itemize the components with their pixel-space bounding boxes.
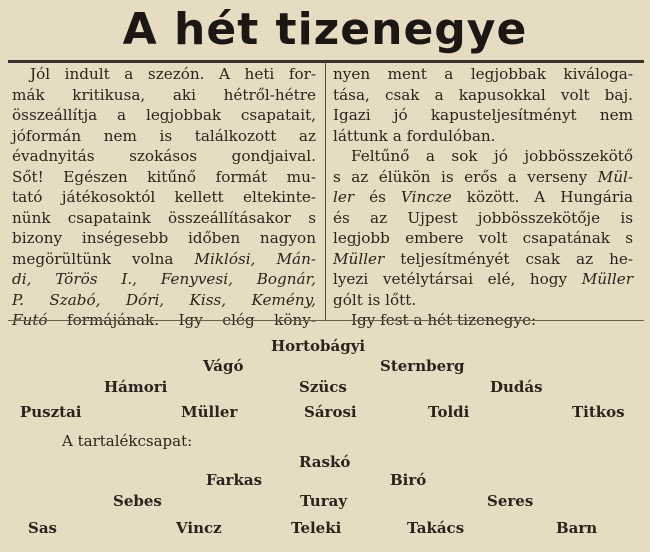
article-column-left	[12, 64, 316, 331]
article-line	[333, 85, 633, 106]
article-line	[12, 249, 316, 270]
text-segment: Igazi jó kapusteljesítményt nem	[333, 106, 633, 124]
text-segment: gólt is lőtt.	[333, 290, 417, 309]
player-forward-4: Toldi	[428, 403, 470, 421]
text-segment: Sőt! Egészen kitűnő formát mu-	[12, 167, 316, 186]
article-line	[12, 290, 316, 311]
text-segment: legjobb embere volt csapatának s	[333, 229, 633, 247]
article-line	[333, 167, 633, 188]
text-segment: és	[354, 188, 401, 206]
article-line	[12, 146, 316, 167]
reserve-forward-3: Teleki	[291, 519, 342, 537]
text-segment: mák kritikusa, aki hétről-hétre	[12, 85, 316, 104]
text-segment: között. A Hungária	[451, 188, 634, 206]
text-segment: Feltűnő a sok jó jobbösszekötő	[351, 147, 633, 165]
headline: A hét tizenegye	[122, 4, 528, 55]
player-forward-1: Pusztai	[20, 403, 82, 421]
article-line	[12, 228, 316, 249]
article-line	[333, 146, 633, 167]
reserve-goalkeeper: Raskó	[299, 453, 351, 471]
name-italic: Miklósi, Mán-	[194, 249, 316, 268]
name-italic: Vincze	[400, 188, 452, 206]
text-segment: tása, csak a kapusokkal volt baj.	[333, 85, 633, 104]
player-halfback-left: Hámori	[104, 378, 168, 396]
text-segment: nyen ment a legjobbak kiváloga-	[333, 65, 633, 83]
reserve-label: A tartalékcsapat:	[62, 432, 193, 450]
article-line	[12, 105, 316, 126]
text-segment: Igy fest a hét tizenegye:	[351, 311, 537, 329]
text-segment: megörültünk volna	[12, 249, 195, 268]
article-line	[333, 126, 633, 147]
article-line	[333, 269, 633, 290]
text-segment: láttunk a fordulóban.	[333, 126, 496, 145]
article-line	[12, 208, 316, 229]
text-segment: formájának. Igy elég köny-	[47, 311, 316, 329]
text-segment: teljesítményét csak az he-	[384, 249, 633, 268]
player-forward-5: Titkos	[572, 403, 625, 421]
text-segment: Jól indult a szezón. A heti for-	[30, 65, 316, 83]
reserve-back-left: Farkas	[206, 471, 263, 489]
text-segment: bizony inségesebb időben nagyon	[12, 229, 316, 247]
text-segment: és az Ujpest jobbösszekötője is	[333, 208, 633, 227]
player-forward-2: Müller	[181, 403, 238, 421]
name-italic: ler	[333, 188, 355, 206]
article-column-right	[333, 64, 633, 331]
article-line	[333, 64, 633, 85]
article-line	[333, 105, 633, 126]
name-italic: P. Szabó, Dóri, Kiss, Kemény,	[12, 290, 316, 309]
name-italic: Futó	[12, 311, 48, 329]
text-segment: jóformán nem is találkozott az	[12, 126, 316, 145]
text-segment: s az élükön is erős a verseny	[333, 167, 598, 186]
player-back-right: Sternberg	[380, 357, 465, 375]
article-line	[12, 269, 316, 290]
reserve-forward-2: Vincz	[176, 519, 222, 537]
column-divider	[325, 62, 326, 320]
text-segment: összeállítja a legjobbak csapatait,	[12, 106, 316, 124]
headline-rule	[8, 60, 644, 63]
name-italic: di, Törös I., Fenyvesi, Bognár,	[12, 270, 316, 288]
player-halfback-right: Dudás	[490, 378, 543, 396]
text-segment: tató játékosoktól kellett eltekinte-	[12, 188, 316, 206]
reserve-forward-4: Takács	[407, 519, 465, 537]
text-segment: évadnyitás szokásos gondjaival.	[12, 147, 316, 165]
name-italic: Mül-	[597, 167, 633, 186]
player-forward-3: Sárosi	[304, 403, 357, 421]
article-line	[12, 167, 316, 188]
text-segment: nünk csapataink összeállításakor s	[12, 208, 316, 227]
article-line	[333, 187, 633, 208]
reserve-back-right: Biró	[390, 471, 427, 489]
article-line	[12, 64, 316, 85]
name-italic: Müller	[581, 270, 633, 288]
reserve-forward-5: Barn	[556, 519, 598, 537]
reserve-halfback-left: Sebes	[113, 492, 162, 510]
reserve-halfback-center: Turay	[300, 492, 348, 510]
article-line	[333, 208, 633, 229]
article-line	[333, 290, 633, 311]
article-line	[12, 85, 316, 106]
article-line	[12, 126, 316, 147]
reserve-halfback-right: Seres	[487, 492, 534, 510]
reserve-forward-1: Sas	[28, 519, 57, 537]
player-halfback-center: Szücs	[299, 378, 347, 396]
player-goalkeeper: Hortobágyi	[271, 337, 366, 355]
text-segment: lyezi vetélytársai elé, hogy	[333, 270, 582, 288]
article-line	[333, 228, 633, 249]
player-back-left: Vágó	[203, 357, 244, 375]
article-line	[12, 187, 316, 208]
lineup-rule	[8, 320, 644, 321]
article-line	[333, 249, 633, 270]
name-italic: Müller	[333, 249, 385, 268]
